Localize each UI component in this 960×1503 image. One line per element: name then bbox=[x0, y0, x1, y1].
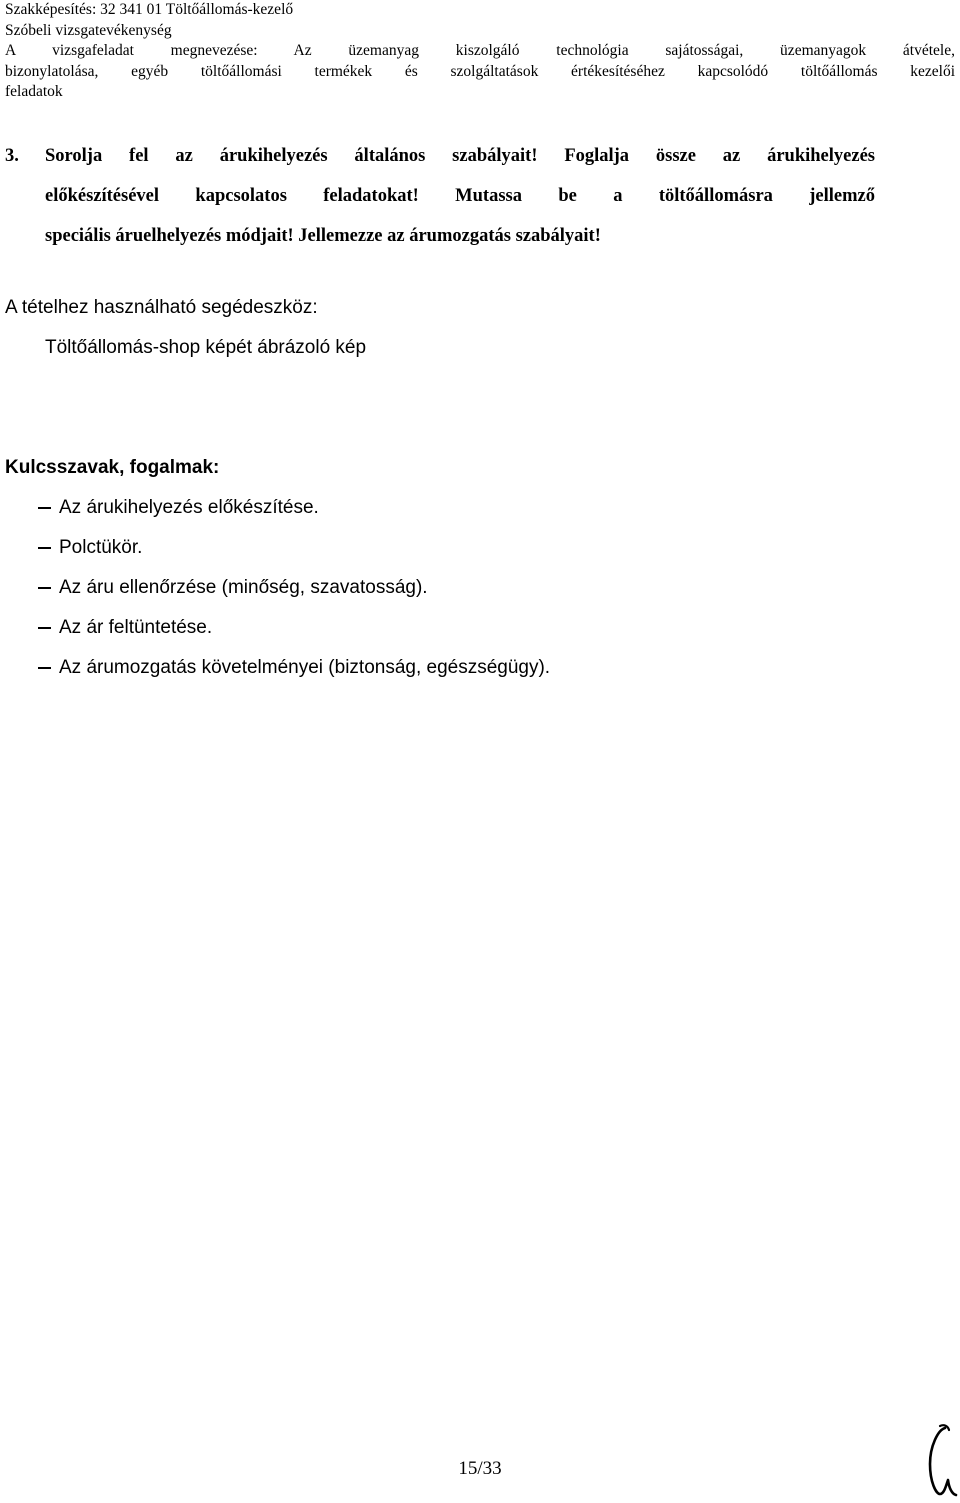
dash-bullet-icon bbox=[38, 627, 51, 629]
header-exam-type: Szóbeli vizsgatevékenység bbox=[5, 21, 172, 39]
page-number: 15/33 bbox=[458, 1458, 502, 1479]
question-block bbox=[5, 136, 875, 256]
keyword-text: Az árukihelyezés előkészítése. bbox=[59, 497, 319, 518]
aid-label: A tételhez használható segédeszköz: bbox=[5, 297, 318, 318]
signature-mark bbox=[918, 1420, 960, 1500]
dash-bullet-icon bbox=[38, 507, 51, 509]
question-line: Sorolja fel az árukihelyezés általános szabályait! Foglalja össze az árukihelyezés bbox=[45, 146, 875, 166]
aid-value: Töltőállomás-shop képét ábrázoló kép bbox=[45, 337, 367, 358]
keyword-text: Polctükör. bbox=[59, 537, 143, 558]
question-number: 3. bbox=[5, 146, 19, 166]
keyword-text: Az árumozgatás követelményei (biztonság, egészségügy). bbox=[59, 657, 551, 678]
keywords-title: Kulcsszavak, fogalmak: bbox=[5, 457, 220, 478]
keyword-text: Az áru ellenőrzése (minőség, szavatosság). bbox=[59, 577, 428, 598]
question-line: előkészítésével kapcsolatos feladatokat! Mutassa be a töltőállomásra jellemző bbox=[45, 186, 875, 206]
header-task-name-line3: feladatok bbox=[5, 83, 63, 100]
page-header bbox=[5, 0, 955, 103]
header-qualification: Szakképesítés: 32 341 01 Töltőállomás-kezelő bbox=[5, 1, 294, 18]
dash-bullet-icon bbox=[38, 587, 51, 589]
keyword-text: Az ár feltüntetése. bbox=[59, 617, 213, 638]
question-line: speciális áruelhelyezés módjait! Jellemezze az árumozgatás szabályait! bbox=[45, 226, 601, 246]
dash-bullet-icon bbox=[38, 547, 51, 549]
header-task-name-line2: bizonylatolása, egyéb töltőállomási termékek és szolgáltatások értékesítéséhez kapcsolódó töltőállomás kezelői bbox=[5, 62, 955, 80]
dash-bullet-icon bbox=[38, 667, 51, 669]
header-task-name-line1: A vizsgafeladat megnevezése: Az üzemanyag kiszolgáló technológia sajátosságai, üzemanyagok átvétele, bbox=[5, 42, 955, 59]
